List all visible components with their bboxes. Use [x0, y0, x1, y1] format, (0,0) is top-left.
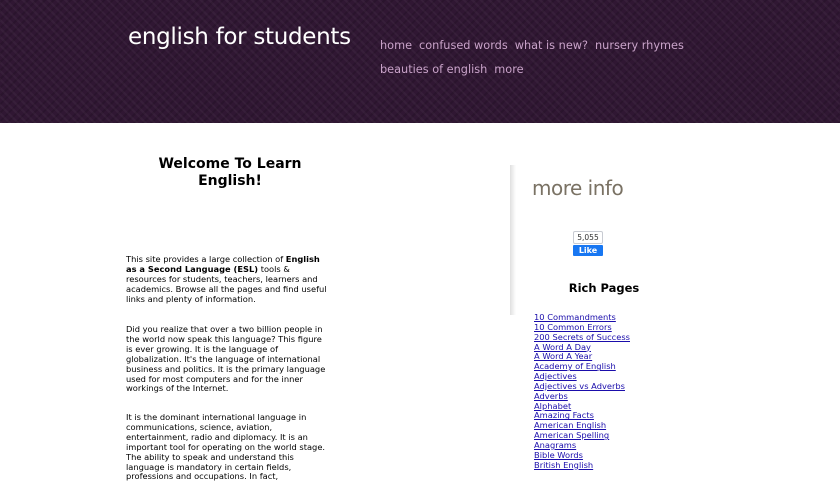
- rich-page-link[interactable]: 200 Secrets of Success: [534, 331, 630, 342]
- nav-item-more[interactable]: more: [494, 63, 524, 76]
- rich-page-link[interactable]: Academy of English: [534, 361, 616, 372]
- facebook-like-button[interactable]: [573, 245, 603, 256]
- paragraph-3: It is the dominant international language in communications, science, aviation, entertainment, radio and diplomacy. It is an important tool for operating on the world stage. The ability to speak and understand this language is mandatory in certain fields, professions and occupations. In fact,: [126, 412, 326, 482]
- rich-page-link[interactable]: American English: [534, 420, 607, 431]
- more-info-heading: more info: [532, 176, 624, 200]
- like-button-label: Like: [578, 246, 598, 255]
- intro-text-end: tools & resources for students, teachers, learners and academics. Browse all the pages and find useful links and plenty of information.: [126, 263, 327, 304]
- rich-page-link[interactable]: Adjectives: [534, 371, 577, 382]
- rich-page-link[interactable]: Adverbs: [534, 390, 568, 401]
- column-divider: [510, 165, 516, 315]
- rich-page-link[interactable]: Anagrams: [534, 439, 577, 450]
- rich-pages-list: [534, 313, 630, 471]
- intro-paragraph: [126, 255, 331, 305]
- paragraph-2: Did you realize that over a two billion people in the world now speak this language? This figure is ever growing. It is the language of globalization. It's the language of international business and politics. It is the primary language used for most computers and for the inner workings of the Internet.: [126, 324, 326, 394]
- nav-item-confused-words[interactable]: confused words: [419, 39, 508, 52]
- nav-item-home[interactable]: home: [380, 39, 413, 52]
- rich-page-link[interactable]: British English: [534, 459, 594, 470]
- site-title[interactable]: english for students: [128, 24, 351, 50]
- nav-item-beauties-of-english[interactable]: beauties of english: [380, 63, 488, 76]
- intro-bold-text: English as a Second Language (ESL): [126, 254, 320, 274]
- rich-page-link[interactable]: 10 Commandments: [534, 312, 616, 322]
- rich-page-link[interactable]: A Word A Day: [534, 341, 591, 352]
- rich-page-link[interactable]: American Spelling: [534, 430, 610, 441]
- nav-item-nursery-rhymes[interactable]: nursery rhymes: [595, 39, 684, 52]
- rich-page-link[interactable]: A Word A Year: [534, 351, 593, 362]
- page-heading: Welcome To Learn English!: [158, 156, 302, 189]
- facebook-like-widget[interactable]: [573, 231, 603, 256]
- rich-page-link[interactable]: Bible Words: [534, 449, 583, 460]
- rich-page-link[interactable]: 10 Common Errors: [534, 321, 612, 332]
- rich-page-link[interactable]: Amazing Facts: [534, 410, 594, 421]
- main-content: [126, 156, 334, 482]
- rich-page-link[interactable]: Alphabet: [534, 400, 572, 411]
- rich-page-link[interactable]: Adjectives vs Adverbs: [534, 380, 625, 391]
- intro-text-start: This site provides a large collection of: [126, 254, 286, 264]
- main-nav: [380, 34, 725, 82]
- nav-item-what-is-new[interactable]: what is new?: [514, 39, 589, 52]
- site-header: [0, 0, 840, 123]
- like-count-badge: 5,055: [573, 231, 603, 244]
- rich-pages-heading: Rich Pages: [568, 281, 640, 295]
